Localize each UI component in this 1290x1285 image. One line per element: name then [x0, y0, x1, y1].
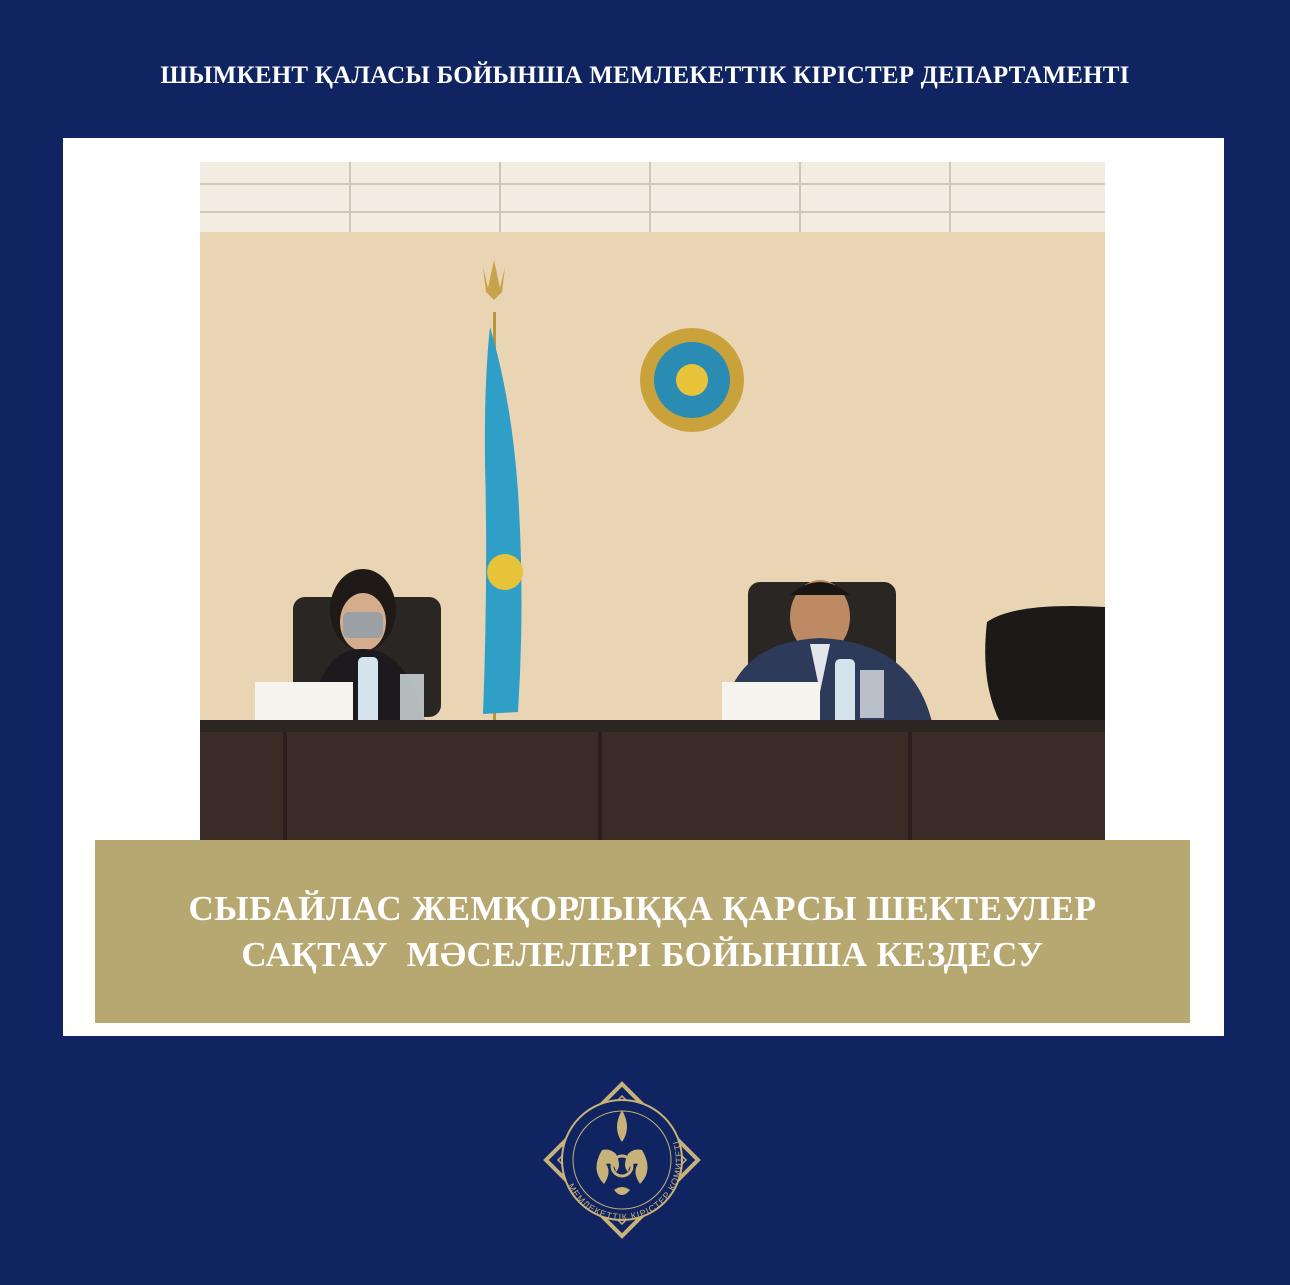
banner-title-line-2: САҚТАУ МӘСЕЛЕЛЕРІ БОЙЫНША КЕЗДЕСУ — [241, 934, 1044, 974]
title-banner — [95, 840, 1190, 1023]
banner-title — [189, 886, 1097, 978]
state-revenue-committee-logo — [542, 1080, 702, 1240]
header-title: ШЫМКЕНТ ҚАЛАСЫ БОЙЫНША МЕМЛЕКЕТТІК КІРІСТЕР ДЕПАРТАМЕНТІ — [160, 62, 1130, 89]
banner-title-line-1: СЫБАЙЛАС ЖЕМҚОРЛЫҚҚА ҚАРСЫ ШЕКТЕУЛЕР — [188, 888, 1097, 928]
svg-text:МЕМЛЕКЕТТІК КІРІСТЕР КОМИТЕТІ: МЕМЛЕКЕТТІК КІРІСТЕР КОМИТЕТІ — [565, 1138, 685, 1223]
meeting-photo — [200, 162, 1105, 842]
